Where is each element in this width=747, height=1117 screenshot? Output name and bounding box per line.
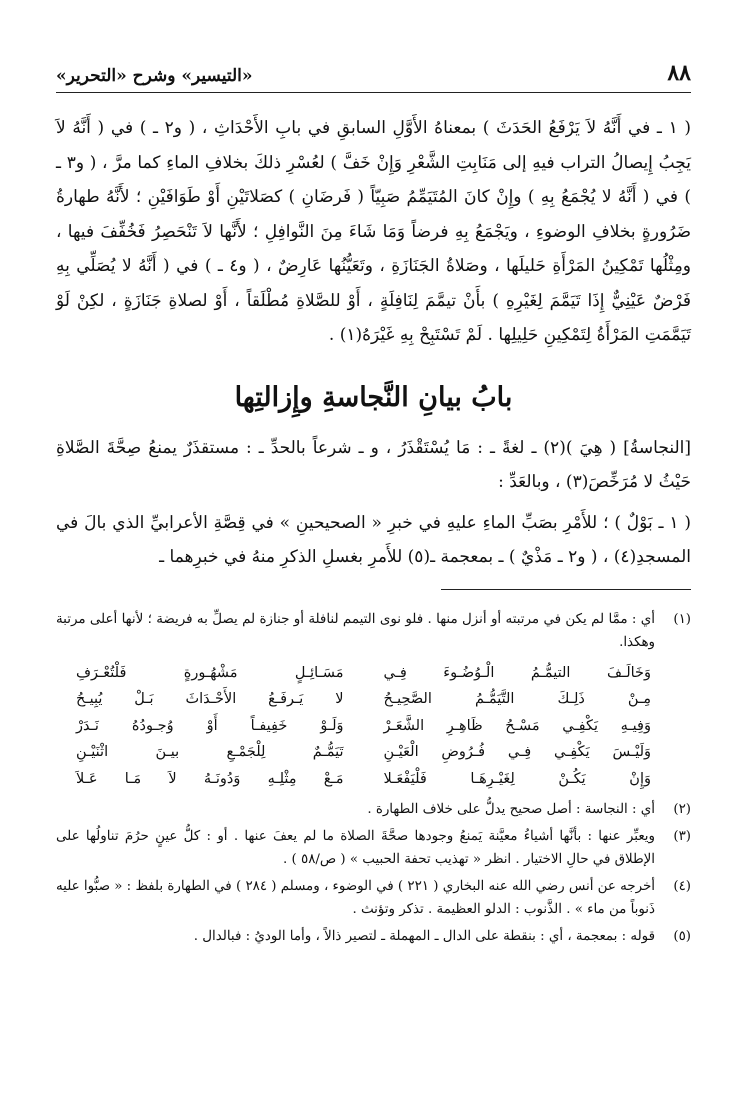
- page-number: ٨٨: [667, 60, 691, 86]
- footnote-5: [56, 925, 691, 948]
- footnote-text: ويعبِّر عنها : بأنَّها أشياءُ معيَّنة يَمنعُ وجودها صحَّةَ الصلاة ما لم يعفَ عنها . أو : كلُّ عينٍ حرُمَ تناولُها على الإطلاق في حالِ الاختيار . انظر « تهذيب تحفة الحبيب » ( ص/٥٨ ) .: [56, 829, 655, 867]
- footnote-number: (٥): [673, 929, 691, 944]
- poem-hemistich: وَخَالَـفَ التيمُّـمُ الْـوُضُـوءَ فِـي: [383, 664, 651, 681]
- paragraph-1: ( ١ ـ في أَنَّهُ لاَ يَرْفَعُ الحَدَثَ ) بمعناهُ الأَوَّلِ السابقِ في بابِ الأَحْدَاثِ ، ( و٢ ـ ) في ( أَنَّهُ لاَ يَجِبُ إِيصالُ التراب فيهِ إلى مَنَابِتِ الشَّعْرِ وَإِنْ خَفَّ ) لعُسْرِ ذلكَ بخلافِ الماءِ كما مرَّ ، ( و٣ ـ ) في ( أَنَّهُ لا يُجْمَعُ بِهِ ) وإِنْ كانَ المُتَيَمِّمُ صَبِيّاً ( فَرضَانِ ) كصَلاتَيْنِ أَوْ طَوَافَيْنِ ؛ لأَنَّهُ طهارةُ ضَرُورةٍ بخلافِ الوضوءِ ، ويَجْمَعُ بِهِ فرضاً وَمَا شَاءَ مِنَ النَّوافِلِ ؛ لأَنَّها لاَ تَنْحَصِرُ فَخُفِّفَ فيها ، ومِثْلُها تَمْكِينُ المَرْأَةِ حَليلَها ، وصَلاةُ الجَنَازَةِ ، وتَعَيُّنُها عَارِضٌ ، ( و٤ ـ ) في ( أَنَّهُ لا يُصَلِّي بِهِ فَرْضٌ عَيْنِيٌّ إِذَا تَيَمَّمَ لِغَيْرِهِ ) بأَنْ تيمَّمَ لِنَافِلَةٍ ، أَوْ للصَّلاةِ مُطْلَقاً ، أَوْ لصلاةِ جَنَازَةٍ ، لكِنْ لَوْ تَيَمَّمَتِ المَرْأَةُ لِتَمْكِينِ حَلِيلِها . لَمْ تَسْتَبِحْ بِهِ غَيْرَهُ(١) .: [56, 118, 692, 345]
- poem-hemistich: مَـعْ مِثْلِـهِ وَدُونَـهُ لاَ مَـا عَـلاَ: [76, 770, 344, 787]
- footnote-text: أي : ممَّا لم يكن في مرتبته أو أنزل منها . فلو نوى التيمم لنافلة أو جنازة لم يصلِّ به فريضة ؛ لأنها أعلى مرتبة وهكذا.: [56, 611, 655, 650]
- footnote-text: قوله : بمعجمة ، أي : بنقطة على الدال ـ المهملة ـ لتصير ذالاً ، وأما الوديُ : فبالدال .: [193, 929, 655, 944]
- paragraph-3: ( ١ ـ بَوْلٌ ) ؛ للأَمْرِ بصَبِّ الماءِ عليهِ في خبرِ « الصحيحينِ » في قِصَّةِ الأعرابيِّ الذي بالَ في المسجدِ(٤) ، ( و٢ ـ مَذْيٌ ) ـ بمعجمة ـ(٥) للأَمرِ بغسلِ الذكرِ منهُ في خبرِهما ـ: [56, 512, 691, 567]
- footnote-number: (٢): [673, 802, 691, 817]
- poem-hemistich: وَلَيْـسَ يَكْفِـي فِـي فُـرُوضِ الْعَيْـنِ: [383, 744, 651, 760]
- page-header: [56, 54, 691, 93]
- footnote-number: (١): [673, 611, 691, 627]
- chapter-title: بابُ بيانِ النَّجاسةِ وإِزالتِها: [234, 381, 513, 413]
- poem-hemistich: مِـنْ ذَلِـكَ التَّيَمُّـمُ الصَّحِيـحُ: [383, 691, 651, 707]
- paragraph-2: [النجاسةُ] ( هِيَ )(٢) ـ لغةً ـ : مَا يُسْتَقْذَرُ ، و ـ شرعاً بالحدِّ ـ : مستقذَرٌ يمنعُ صِحَّةَ الصَّلاةِ حَيْثُ لا مُرَخِّصَ(٣) ، وبالعَدِّ :: [56, 437, 691, 492]
- footnote-4: [56, 875, 691, 921]
- poem-hemistich: مَسَـائِـلٍ مَشْهُـورةٍ فَلْتُعْـرَفِ: [76, 664, 344, 681]
- footnote-text: أي : النجاسة : أصل صحيح يدلُّ على خلاف الطهارة .: [367, 802, 655, 817]
- poem-hemistich: وَفِيـهِ يَكْفِـي مَسْـحُ ظَاهِـرِ الشَّعَـرْ: [383, 717, 651, 734]
- footnotes: [56, 608, 691, 949]
- footnote-text: أخرجه عن أنس رضي الله عنه البخاري ( ٢٢١ ) في الوضوء ، ومسلم ( ٢٨٤ ) في الطهارة بلفظ : « صبُّوا عليه ذَنوباً من ماء » . الذَّنوب : الدلو العظيمة . تذكر وتؤنث .: [56, 879, 655, 917]
- footnote-2: [56, 798, 691, 821]
- footnote-1: [56, 608, 691, 654]
- footnote-separator: [441, 589, 691, 590]
- poem-hemistich: لا يَـرفَـعُ الأَحْـدَاثَ بَـلْ يُبِيـحُ: [76, 691, 344, 707]
- footnote-poem: [76, 660, 651, 793]
- footnote-number: (٣): [673, 829, 691, 844]
- poem-hemistich: تَيَمُّـمٌ لِلْجَمْـعِ بيـنَ اثْنَيْـنِ: [76, 744, 344, 760]
- running-title: «التيسير» وشرح «التحرير»: [56, 66, 253, 86]
- poem-hemistich: وَإِنْ يَكُـنْ لِغَيْـرِهَـا فَلْيَفْعَـلا: [383, 770, 651, 787]
- footnote-3: [56, 825, 691, 871]
- footnote-number: (٤): [673, 879, 691, 894]
- poem-hemistich: وَلَـوْ خَفِيفـاً أَوْ وُجـودُهُ نَـدَرْ: [76, 717, 344, 734]
